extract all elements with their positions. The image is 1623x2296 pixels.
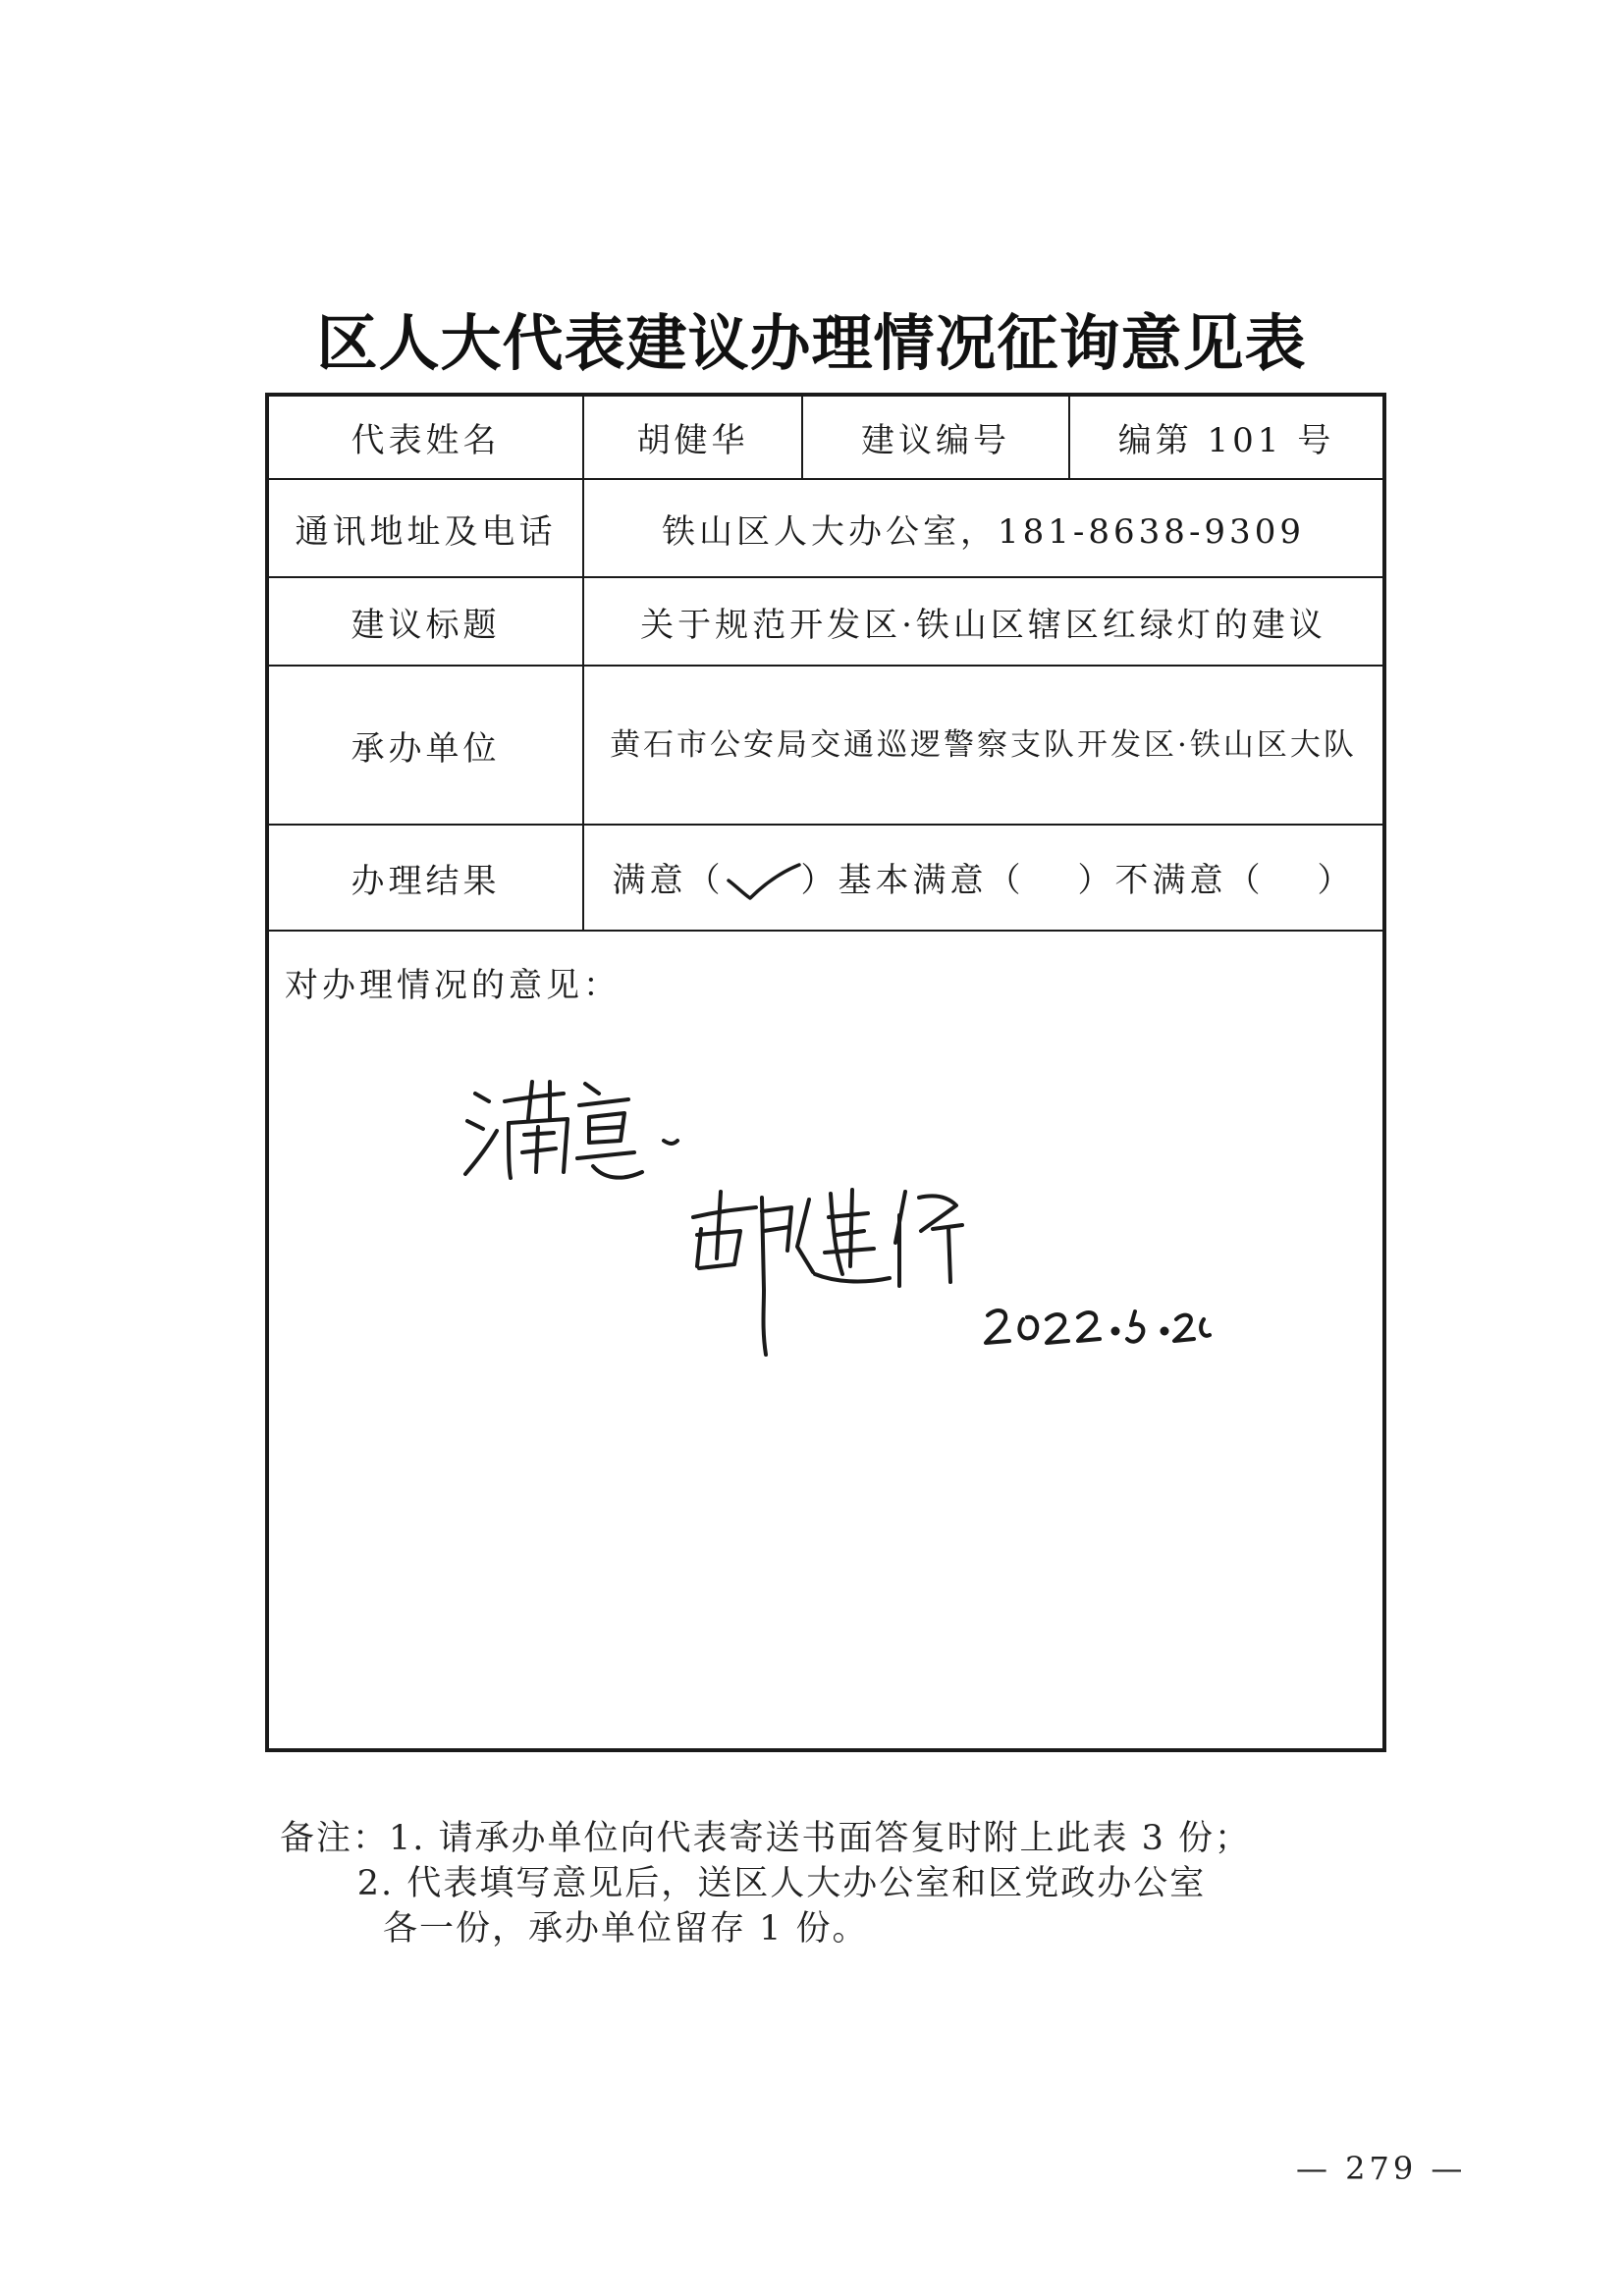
notes: [280, 1816, 1251, 1951]
row-address: [269, 479, 1382, 577]
note-line-2: 2. 代表填写意见后，送区人大办公室和区党政办公室: [280, 1864, 1207, 1903]
checkmark-icon: [725, 863, 801, 902]
result-unsatisfied-label: ）不满意（: [1077, 861, 1265, 900]
proposal-title-label: 建议标题: [269, 577, 583, 666]
representative-label: 代表姓名: [269, 397, 583, 479]
representative-value: 胡健华: [583, 397, 802, 479]
result-satisfied-label: 满意（: [612, 861, 725, 900]
row-result: [269, 825, 1382, 931]
opinion-form: [265, 393, 1386, 1752]
handwritten-signature-icon: [406, 1025, 1212, 1535]
handling-unit-value: 黄石市公安局交通巡逻警察支队开发区·铁山区大队: [610, 727, 1357, 763]
page-title: 区人大代表建议办理情况征询意见表: [316, 307, 1307, 379]
address-label: 通讯地址及电话: [269, 479, 583, 577]
handling-unit-cell: [583, 666, 1382, 825]
page-number: — 279 —: [1296, 2150, 1467, 2187]
note-line-3: 各一份，承办单位留存 1 份。: [280, 1909, 869, 1949]
proposal-title-value: 关于规范开发区·铁山区辖区红绿灯的建议: [583, 577, 1382, 666]
form-table: [269, 397, 1382, 932]
result-end: ）: [1317, 861, 1355, 900]
result-options: [583, 825, 1382, 931]
proposal-no-value: 编第 101 号: [1069, 397, 1382, 479]
note-line-1: 备注：1. 请承办单位向代表寄送书面答复时附上此表 3 份；: [280, 1819, 1252, 1858]
opinion-label: 对办理情况的意见：: [285, 966, 621, 1005]
result-basic-label: ）基本满意（: [800, 861, 1025, 900]
row-representative: [269, 397, 1382, 479]
row-proposal-title: [269, 577, 1382, 666]
result-label: 办理结果: [269, 825, 583, 931]
handling-unit-label: 承办单位: [269, 666, 583, 825]
address-value: 铁山区人大办公室，181-8638-9309: [583, 479, 1382, 577]
proposal-no-label: 建议编号: [802, 397, 1069, 479]
row-handling-unit: [269, 666, 1382, 825]
